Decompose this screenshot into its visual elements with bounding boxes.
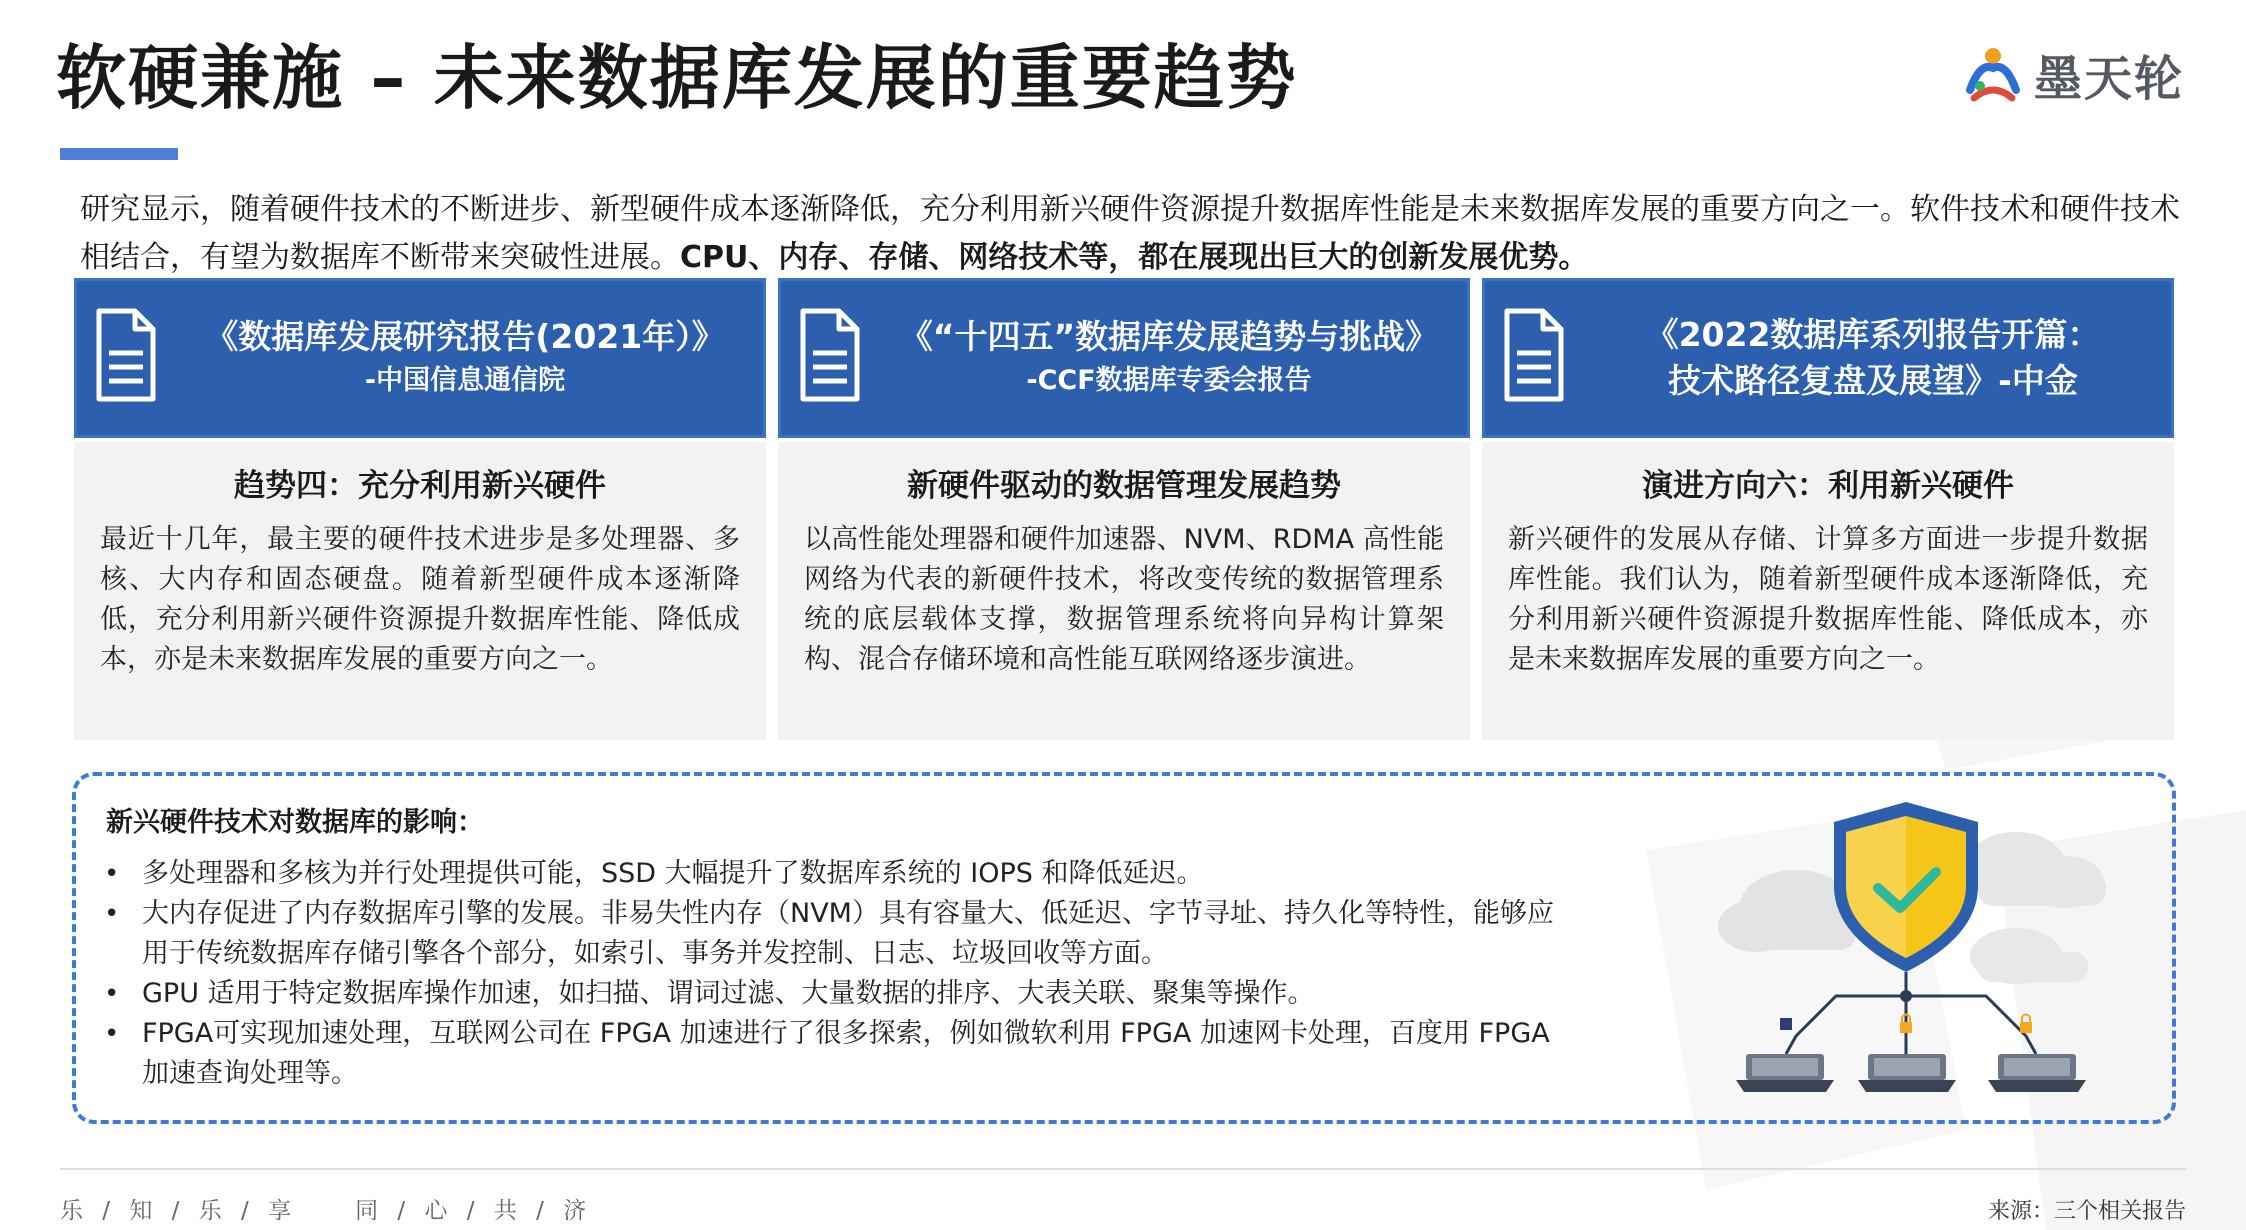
title-underline [60, 148, 178, 160]
laptop-icon [1858, 1054, 1956, 1092]
intro-text: 研究显示，随着硬件技术的不断进步、新型硬件成本逐渐降低，充分利用新兴硬件资源提升数据库性能是未来数据库发展的重要方向之一。软件技术和硬件技术相结合，有望为数据库不断带来突破性进展。 [80, 192, 2180, 275]
report-subtitle: 演进方向六：利用新兴硬件 [1642, 468, 2014, 504]
footer-divider [60, 1168, 2186, 1170]
report-card-header [74, 278, 766, 438]
report-text: 以高性能处理器和硬件加速器、NVM、RDMA 高性能网络为代表的新硬件技术，将改变传统的数据管理系统的底层载体支撑，数据管理系统将向异构计算架构、混合存储环境和高性能互联网络逐步演进。 [804, 524, 1444, 675]
report-card-header [1482, 278, 2174, 438]
page-title: 软硬兼施 – 未来数据库发展的重要趋势 [56, 37, 1298, 119]
report-card-2 [778, 278, 1470, 740]
logo-text: 墨天轮 [2034, 51, 2185, 107]
brand-logo [1960, 40, 2184, 109]
report-title: 《2022数据库系列报告开篇： [1645, 315, 2101, 354]
intro-bold-text: CPU、内存、存储、网络技术等，都在展现出巨大的创新发展优势。 [680, 240, 1589, 275]
report-card-3 [1482, 278, 2174, 740]
list-item: • FPGA可实现加速处理，互联网公司在 FPGA 加速进行了很多探索，例如微软利用 FPGA 加速网卡处理，百度用 FPGA 加速查询处理等。 [90, 1014, 1560, 1094]
logo-icon [1960, 42, 2026, 108]
list-item: • GPU 适用于特定数据库操作加速，如扫描、谓词过滤、大量数据的排序、大表关联、聚集等操作。 [90, 974, 1560, 1014]
list-item: • 多处理器和多核为并行处理提供可能，SSD 大幅提升了数据库系统的 IOPS 和降低延迟。 [90, 854, 1560, 894]
laptop-icon [1736, 1054, 1834, 1092]
report-source: -中国信息通信院 [364, 365, 566, 396]
security-network-illustration [1716, 796, 2136, 1106]
shield-check-icon [1834, 802, 1978, 972]
lock-icon [2020, 1015, 2032, 1034]
report-subtitle: 新硬件驱动的数据管理发展趋势 [907, 468, 1341, 504]
impact-list [90, 854, 1560, 1094]
footer-slogan: 乐 / 知 / 乐 / 享 同 / 心 / 共 / 济 [60, 1198, 593, 1224]
report-title-line2: 技术路径复盘及展望》-中金 [1668, 361, 2078, 400]
cloud-icon [1966, 832, 2106, 908]
report-card-header [778, 278, 1470, 438]
laptop-icon [1988, 1054, 2086, 1092]
document-icon [95, 307, 157, 403]
report-text: 最近十几年，最主要的硬件技术进步是多处理器、多核、大内存和固态硬盘。随着新型硬件成本逐渐降低，充分利用新兴硬件资源提升数据库性能、降低成本，亦是未来数据库发展的重要方向之一。 [100, 524, 740, 675]
report-source: -CCF数据库专委会报告 [1026, 365, 1312, 396]
report-subtitle: 趋势四：充分利用新兴硬件 [234, 468, 606, 504]
document-icon [799, 307, 861, 403]
footer-source: 来源：三个相关报告 [1987, 1199, 2186, 1224]
cloud-icon [1970, 928, 2088, 984]
impact-title: 新兴硬件技术对数据库的影响： [106, 807, 484, 838]
intro-paragraph [80, 186, 2180, 282]
report-card-body [74, 442, 766, 740]
report-text: 新兴硬件的发展从存储、计算多方面进一步提升数据库性能。我们认为，随着新型硬件成本逐渐降低，充分利用新兴硬件资源提升数据库性能、降低成本，亦是未来数据库发展的重要方向之一。 [1508, 524, 2148, 675]
report-title: 《“十四五”数据库发展趋势与挑战》 [899, 317, 1439, 356]
report-card-body [778, 442, 1470, 740]
list-item: • 大内存促进了内存数据库引擎的发展。非易失性内存（NVM）具有容量大、低延迟、字节寻址、持久化等特性，能够应用于传统数据库存储引擎各个部分，如索引、事务并发控制、日志、垃圾回收等方面。 [90, 894, 1560, 974]
document-icon [1503, 307, 1565, 403]
impact-box [72, 772, 2176, 1124]
report-title: 《数据库发展研究报告(2021年）》 [205, 317, 725, 356]
report-card-body [1482, 442, 2174, 740]
report-card-1 [74, 278, 766, 740]
